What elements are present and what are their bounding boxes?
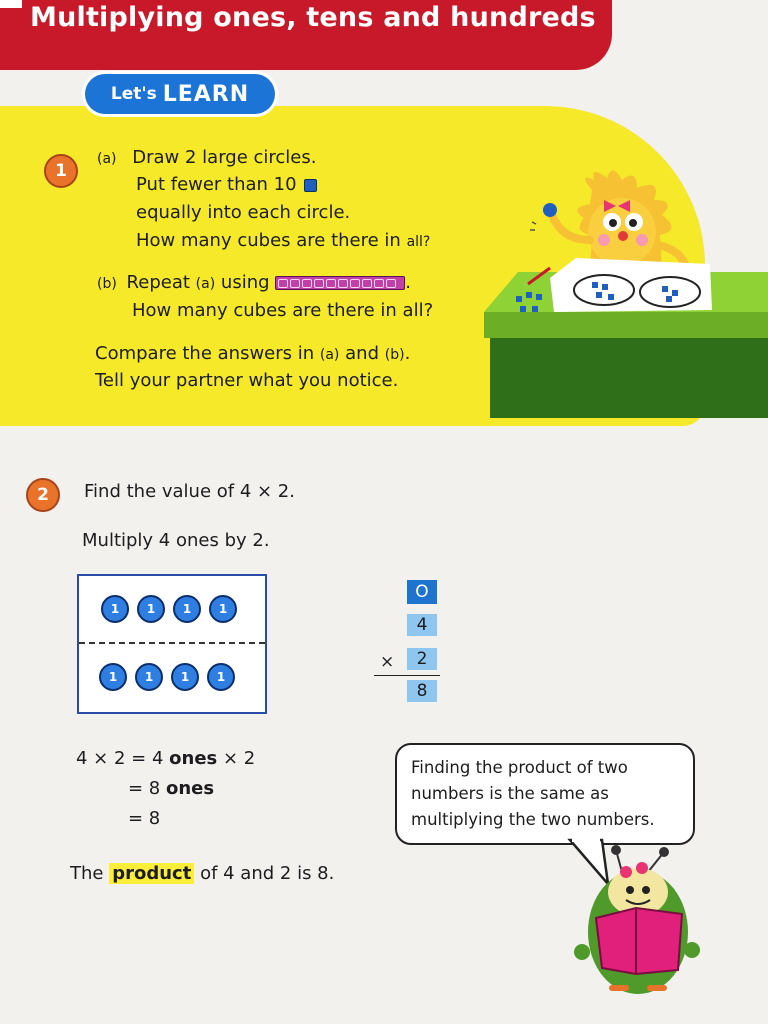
badge-learn: LEARN (162, 81, 250, 107)
q1b-line1: (b) Repeat (a) using . (97, 272, 411, 293)
green-desk-icon (484, 258, 768, 418)
working-line2: = 8 ones (128, 778, 215, 799)
speech-bubble (395, 743, 695, 845)
compare-line1: Compare the answers in (a) and (b). (95, 343, 411, 364)
q1a-label: (a) (97, 151, 117, 167)
ones-counter-icon: 1 (101, 595, 129, 623)
ones-counter-icon: 1 (135, 663, 163, 691)
lets-learn-badge (85, 74, 275, 114)
q2-instruction: Multiply 4 ones by 2. (82, 530, 270, 551)
counter-row-top (101, 595, 237, 623)
ones-counter-icon: 1 (209, 595, 237, 623)
ones-counter-icon: 1 (99, 663, 127, 691)
conclusion: The product of 4 and 2 is 8. (70, 863, 335, 884)
ones-counter-icon: 1 (173, 595, 201, 623)
unit-cube-icon (304, 179, 317, 192)
yellow-monster-icon (530, 170, 687, 272)
q1a-line1: (a) Draw 2 large circles. (97, 147, 317, 168)
working-line1: 4 × 2 = 4 ones × 2 (76, 748, 256, 769)
q1a-line4: How many cubes are there in all? (136, 230, 431, 251)
ones-counter-icon: 1 (207, 663, 235, 691)
q2-prompt: Find the value of 4 × 2. (84, 481, 295, 502)
product-keyword: product (109, 863, 194, 884)
q1a-line2: Put fewer than 10 (136, 171, 317, 198)
green-monster-reading-icon (572, 842, 702, 1002)
column-result: 8 (407, 680, 437, 704)
ones-counter-icon: 1 (137, 595, 165, 623)
column-multiplier: 2 (407, 648, 437, 672)
speech-line3: multiplying the two numbers. (411, 810, 655, 829)
question-2-number: 2 (26, 478, 60, 512)
question-1-number: 1 (44, 154, 78, 188)
q1b-label: (b) (97, 276, 117, 292)
monster-desk-illustration (472, 160, 768, 425)
times-sign: × (380, 652, 395, 672)
column-multiplicand: 4 (407, 614, 437, 638)
ones-counter-chart (77, 574, 267, 714)
counter-row-bottom (99, 663, 235, 691)
speech-line1: Finding the product of two (411, 758, 628, 777)
chapter-title: Multiplying ones, tens and hundreds (30, 2, 596, 33)
chart-divider (79, 642, 265, 644)
ones-column-header: O (407, 580, 437, 604)
speech-line2: numbers is the same as (411, 784, 609, 803)
column-rule (374, 675, 440, 676)
compare-line2: Tell your partner what you notice. (95, 370, 399, 391)
corner-tag (0, 0, 22, 8)
ten-rod-icon (275, 276, 405, 290)
q1a-line3: equally into each circle. (136, 202, 351, 223)
badge-lets: Let's (110, 84, 157, 104)
q1b-line2: How many cubes are there in all? (132, 300, 434, 321)
ones-counter-icon: 1 (171, 663, 199, 691)
working-line3: = 8 (128, 808, 161, 829)
